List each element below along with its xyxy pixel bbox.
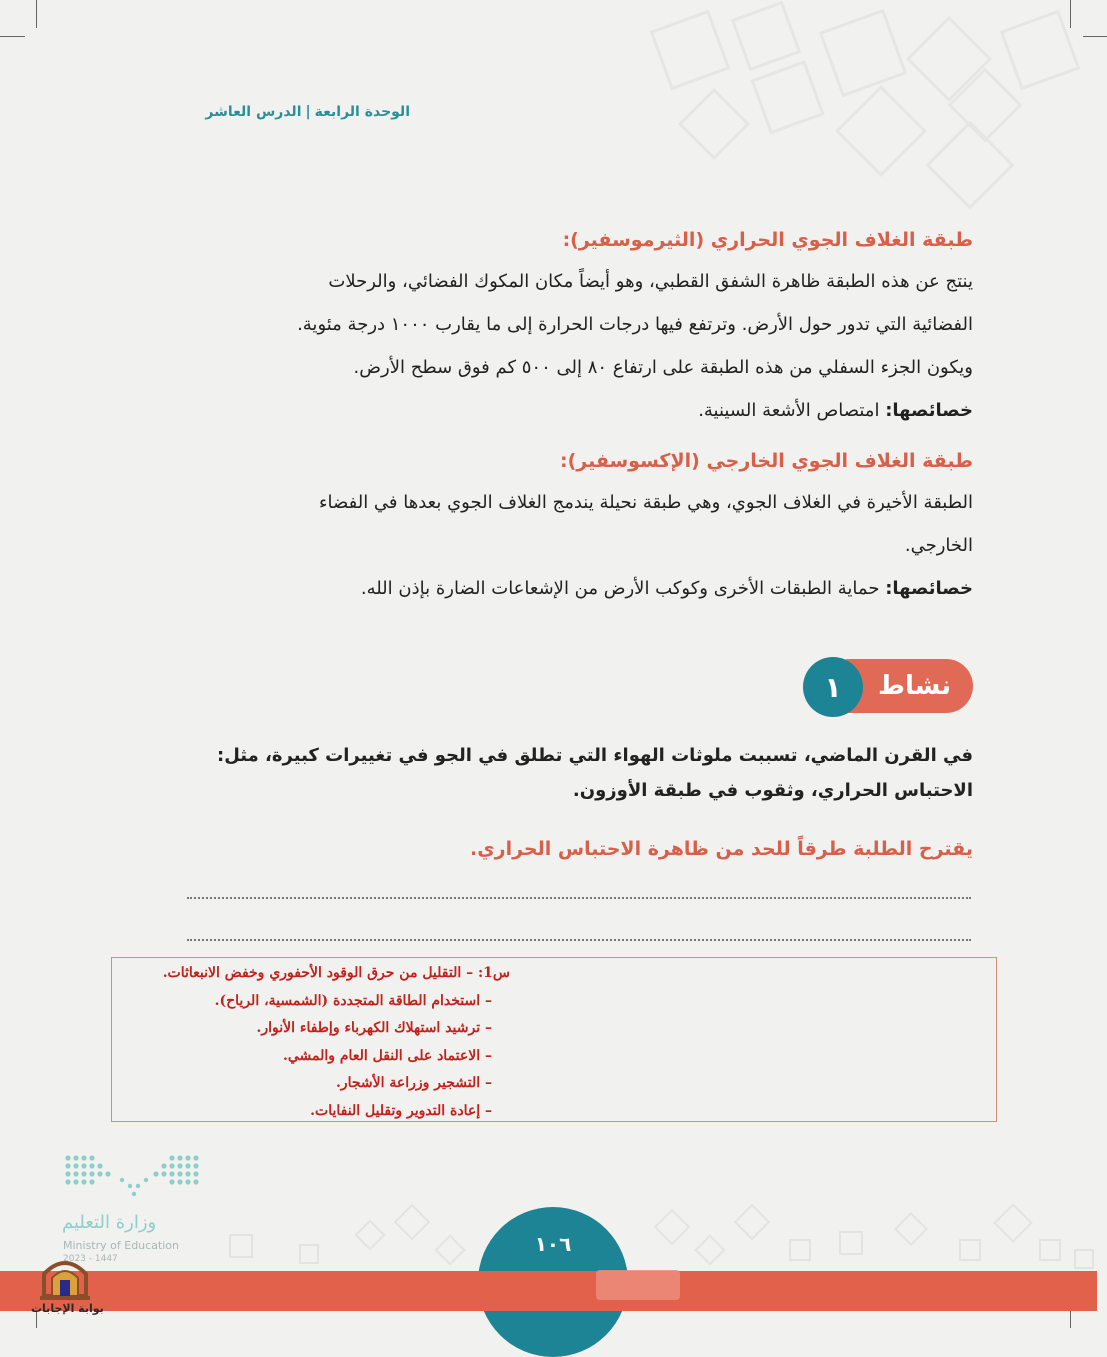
answer-item: – ترشيد استهلاك الكهرباء وإطفاء الأنوار. bbox=[256, 1020, 492, 1036]
activity-question bbox=[185, 738, 973, 808]
paragraph-line: الخارجي. bbox=[904, 535, 973, 556]
answer-item: – إعادة التدوير وتقليل النفايات. bbox=[310, 1102, 492, 1119]
features-label: خصائصها: bbox=[885, 400, 973, 421]
answer-dotted-line bbox=[187, 897, 971, 899]
ministry-name-ar: وزارة التعليم bbox=[62, 1212, 157, 1233]
crop-mark bbox=[0, 36, 25, 37]
watermark-label: بوابة الإجابات bbox=[31, 1302, 104, 1315]
crop-mark bbox=[1070, 0, 1071, 28]
footer-tab-mark bbox=[596, 1270, 680, 1300]
crop-mark bbox=[1083, 36, 1107, 37]
answer-item: – استخدام الطاقة المتجددة (الشمسية، الرياح). bbox=[214, 992, 492, 1009]
paragraph-line: الفضائية التي تدور حول الأرض. وترتفع فيها درجات الحرارة إلى ما يقارب ١٠٠٠ درجة مئوية. bbox=[297, 314, 973, 335]
answer-item: – التشجير وزراعة الأشجار. bbox=[335, 1075, 492, 1091]
paragraph-line: الطبقة الأخيرة في الغلاف الجوي، وهي طبقة نحيلة يندمج الغلاف الجوي بعدها في الفضاء bbox=[319, 492, 973, 513]
features-text: امتصاص الأشعة السينية. bbox=[698, 400, 886, 421]
page-number: ١٠٦ bbox=[534, 1232, 572, 1256]
answer-list bbox=[163, 960, 510, 1125]
question-line: الاحتباس الحراري، وثقوب في طبقة الأوزون. bbox=[572, 780, 973, 801]
running-header bbox=[170, 104, 410, 120]
lesson-label: الدرس العاشر bbox=[205, 104, 302, 120]
answer-item: – الاعتماد على النقل العام والمشي. bbox=[282, 1047, 492, 1064]
answer-dotted-line bbox=[187, 939, 971, 941]
features-text: حماية الطبقات الأخرى وكوكب الأرض من الإشعاعات الضارة بإذن الله. bbox=[360, 578, 886, 599]
header-separator: | bbox=[305, 104, 311, 120]
section-title: طبقة الغلاف الجوي الخارجي (الإكسوسفير): bbox=[559, 450, 973, 472]
crop-mark bbox=[36, 0, 37, 28]
activity-prompt: يقترح الطلبة طرقاً للحد من ظاهرة الاحتباس الحراري. bbox=[470, 838, 973, 860]
activity-label: نشاط bbox=[823, 659, 973, 713]
question-line: في القرن الماضي، تسببت ملوثات الهواء التي تطلق في الجو في تغييرات كبيرة، مثل: bbox=[217, 745, 973, 766]
section-title: طبقة الغلاف الجوي الحراري (الثيرموسفير): bbox=[562, 229, 973, 251]
ministry-logo bbox=[62, 1150, 202, 1270]
activity-number: ١ bbox=[803, 657, 863, 717]
features-label: خصائصها: bbox=[885, 578, 973, 599]
paragraph-line: ويكون الجزء السفلي من هذه الطبقة على ارتفاع ٨٠ إلى ٥٠٠ كم فوق سطح الأرض. bbox=[353, 357, 973, 378]
activity-badge bbox=[803, 657, 973, 715]
features-line bbox=[185, 389, 973, 432]
unit-label: الوحدة الرابعة bbox=[314, 104, 410, 120]
answer-box bbox=[111, 957, 997, 1122]
exosphere-section bbox=[185, 447, 973, 610]
footer-band bbox=[0, 1271, 1097, 1311]
answer-item: س1: – التقليل من حرق الوقود الأحفوري وخفض الانبعاثات. bbox=[162, 965, 510, 981]
paragraph-line: ينتج عن هذه الطبقة ظاهرة الشفق القطبي، وهو أيضاً مكان المكوك الفضائي، والرحلات bbox=[328, 271, 973, 292]
ministry-year: 2023 - 1447 bbox=[63, 1254, 118, 1264]
features-line bbox=[185, 567, 973, 610]
ministry-name-en: Ministry of Education bbox=[63, 1239, 180, 1252]
thermosphere-section bbox=[185, 226, 973, 432]
